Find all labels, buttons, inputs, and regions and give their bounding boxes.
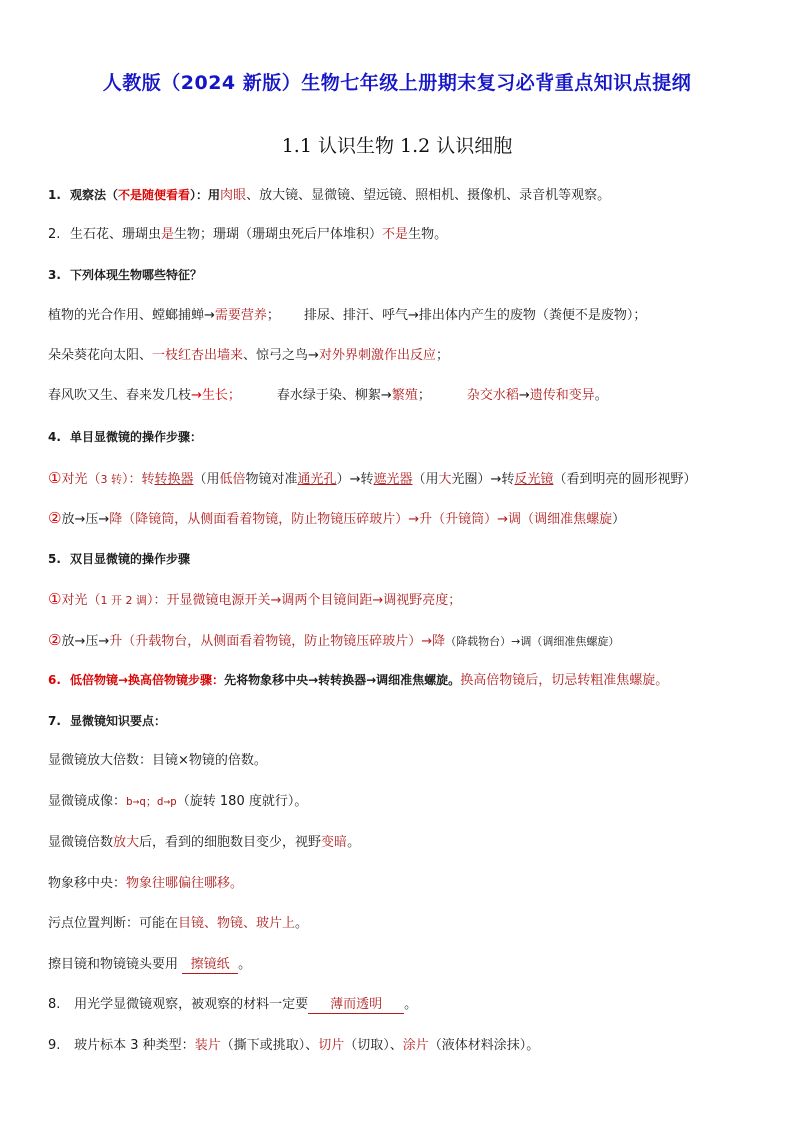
item-7-heading: 7. 显微镜知识要点： bbox=[48, 714, 167, 728]
answer-blank: 擦镜纸 bbox=[182, 957, 238, 974]
item-7-line-1: 显微镜放大倍数：目镜×物镜的倍数。 bbox=[48, 753, 267, 768]
section-subtitle: 1.1 认识生物 1.2 认识细胞 bbox=[281, 135, 513, 157]
item-4-step-2: ②放→压→降（降镜筒，从侧面看着物镜，防止物镜压碎玻片）→升（升镜筒）→调（调细准焦螺旋） bbox=[48, 509, 626, 527]
item-9: 9. 玻片标本 3 种类型：装片（撕下或挑取）、切片（切取）、涂片（液体材料涂抹）。 bbox=[48, 1038, 540, 1053]
item-5-step-1: ①对光（1 开 2 调）：开显微镜电源开关→调两个目镜间距→调视野亮度； bbox=[48, 590, 462, 608]
item-7-line-2: 显微镜成像：b→q；d→p（旋转 180 度就行）。 bbox=[48, 794, 308, 809]
item-3-heading: 3. 下列体现生物哪些特征？ bbox=[48, 268, 203, 282]
item-8: 8. 用光学显微镜观察，被观察的材料一定要 薄而透明 。 bbox=[48, 997, 418, 1012]
document-title: 人教版（2024 新版）生物七年级上册期末复习必背重点知识点提纲 bbox=[102, 72, 692, 94]
item-4-heading: 4. 单目显微镜的操作步骤： bbox=[48, 430, 203, 444]
item-7-line-4: 物象移中央：物象往哪偏往哪移。 bbox=[48, 876, 244, 891]
item-6: 6. 低倍物镜→换高倍物镜步骤：先将物象移中央→转转换器→调细准焦螺旋。换高倍物镜后，切忌转粗准焦螺旋。 bbox=[48, 673, 669, 688]
answer-blank: 薄而透明 bbox=[308, 997, 404, 1014]
item-3-line-3: 春风吹又生、春来发几枝→生长； 春水绿于染、柳絮→繁殖； 杂交水稻→遗传和变异。 bbox=[48, 388, 608, 403]
item-3-line-2: 朵朵葵花向太阳、一枝红杏出墙来、惊弓之鸟→对外界刺激作出反应； bbox=[48, 348, 449, 363]
item-5-step-2: ②放→压→升（升载物台，从侧面看着物镜，防止物镜压碎玻片）→降（降载物台）→调（调细准焦螺旋） bbox=[48, 631, 620, 649]
item-2: 2. 生石花、珊瑚虫是生物；珊瑚（珊瑚虫死后尸体堆积）不是生物。 bbox=[48, 227, 448, 242]
item-7-line-3: 显微镜倍数放大后，看到的细胞数目变少，视野变暗。 bbox=[48, 835, 361, 850]
item-3-line-1: 植物的光合作用、螳螂捕蝉→需要营养； 排尿、排汗、呼气→排出体内产生的废物（粪便不是废物）； bbox=[48, 308, 647, 323]
item-7-line-6: 擦目镜和物镜镜头要用 擦镜纸 。 bbox=[48, 957, 252, 972]
item-5-heading: 5. 双目显微镜的操作步骤 bbox=[48, 552, 191, 566]
item-1: 1. 观察法（不是随便看看）：用肉眼、放大镜、显微镜、望远镜、照相机、摄像机、录音机等观察。 bbox=[48, 188, 611, 203]
item-4-step-1: ①对光（3 转）：转转换器（用低倍物镜对准通光孔）→转遮光器（用大光圈）→转反光镜（看到明亮的圆形视野） bbox=[48, 469, 697, 487]
item-7-line-5: 污点位置判断：可能在目镜、物镜、玻片上。 bbox=[48, 916, 309, 931]
